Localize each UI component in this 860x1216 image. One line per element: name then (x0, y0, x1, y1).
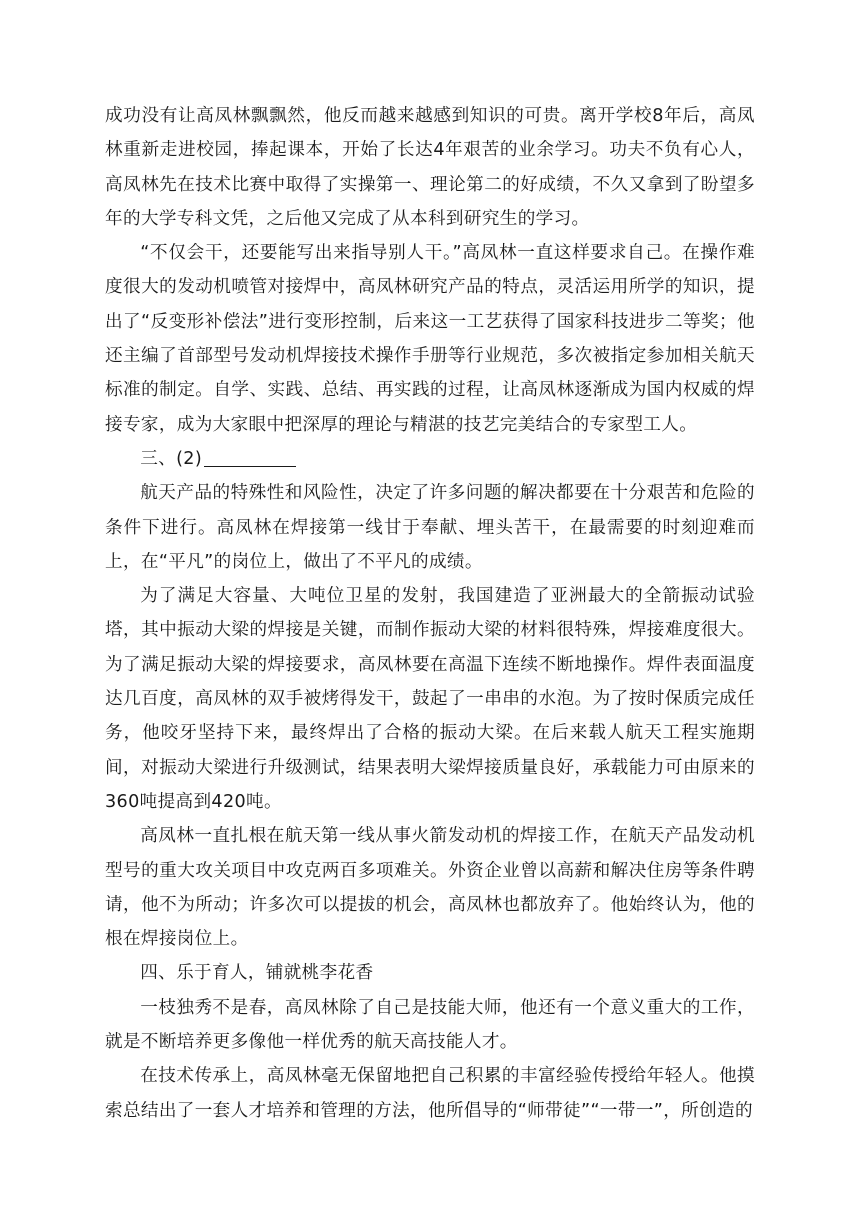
paragraph-theory-practice: “不仅会干，还要能写出来指导别人干。”高凤林一直这样要求自己。在操作难度很大的发动机喷管对接焊中，高凤林研究产品的特点，灵活运用所学的知识，提出了“反变形补偿法”进行变形控制，后来这一工艺获得了国家科技进步二等奖；他还主编了首部型号发动机焊接技术操作手册等行业规范，多次被指定参加相关航天标准的制定。自学、实践、总结、再实践的过程，让高凤林逐渐成为国内权威的焊接专家，成为大家眼中把深厚的理论与精湛的技艺完美结合的专家型工人。 (105, 243, 755, 435)
paragraph-knowledge: 成功没有让高凤林飘飘然，他反而越来越感到知识的可贵。离开学校8年后，高凤林重新走进校园，捧起课本，开始了长达4年艰苦的业余学习。功夫不负有心人，高凤林先在技术比赛中取得了实操第一、理论第二的好成绩，不久又拿到了盼望多年的大学专科文凭，之后他又完成了从本科到研究生的学习。 (105, 106, 755, 229)
section-4-heading: 四、乐于育人，铺就桃李花香 (140, 963, 374, 984)
paragraph-dedication: 航天产品的特殊性和风险性，决定了许多问题的解决都要在十分艰苦和危险的条件下进行。高凤林在焊接第一线甘于奉献、埋头苦干，在最需要的时刻迎难而上，在“平凡”的岗位上，做出了不平凡的成绩。 (105, 483, 755, 572)
paragraph-rooted: 高凤林一直扎根在航天第一线从事火箭发动机的焊接工作，在航天产品发动机型号的重大攻关项目中攻克两百多项难关。外资企业曾以高薪和解决住房等条件聘请，他不为所动；许多次可以提拔的机会，高凤林也都放弃了。他始终认为，他的根在焊接岗位上。 (105, 826, 755, 950)
answer-blank (204, 446, 296, 467)
paragraph-talent: 一枝独秀不是春，高凤林除了自己是技能大师，他还有一个意义重大的工作，就是不断培养更多像他一样优秀的航天高技能人才。 (105, 997, 755, 1053)
section-3-heading (105, 442, 755, 476)
paragraph-inheritance: 在技术传承上，高凤林毫无保留地把自己积累的丰富经验传授给年轻人。他摸索总结出了一套人才培养和管理的方法，他所倡导的“师带徒”“一带一”，所创造的 (105, 1066, 755, 1121)
paragraph-vibration-beam: 为了满足大容量、大吨位卫星的发射，我国建造了亚洲最大的全箭振动试验塔，其中振动大梁的焊接是关键，而制作振动大梁的材料很特殊，焊接难度很大。为了满足振动大梁的焊接要求，高凤林要在高温下连续不断地操作。焊件表面温度达几百度，高凤林的双手被烤得发干，鼓起了一串串的水泡。为了按时保质完成任务，他咬牙坚持下来，最终焊出了合格的振动大梁。在后来载人航天工程实施期间，对振动大梁进行升级测试，结果表明大梁焊接质量良好，承载能力可由原来的360吨提高到420吨。 (105, 586, 755, 812)
section-3-heading-text: 三、(2) (140, 448, 203, 469)
